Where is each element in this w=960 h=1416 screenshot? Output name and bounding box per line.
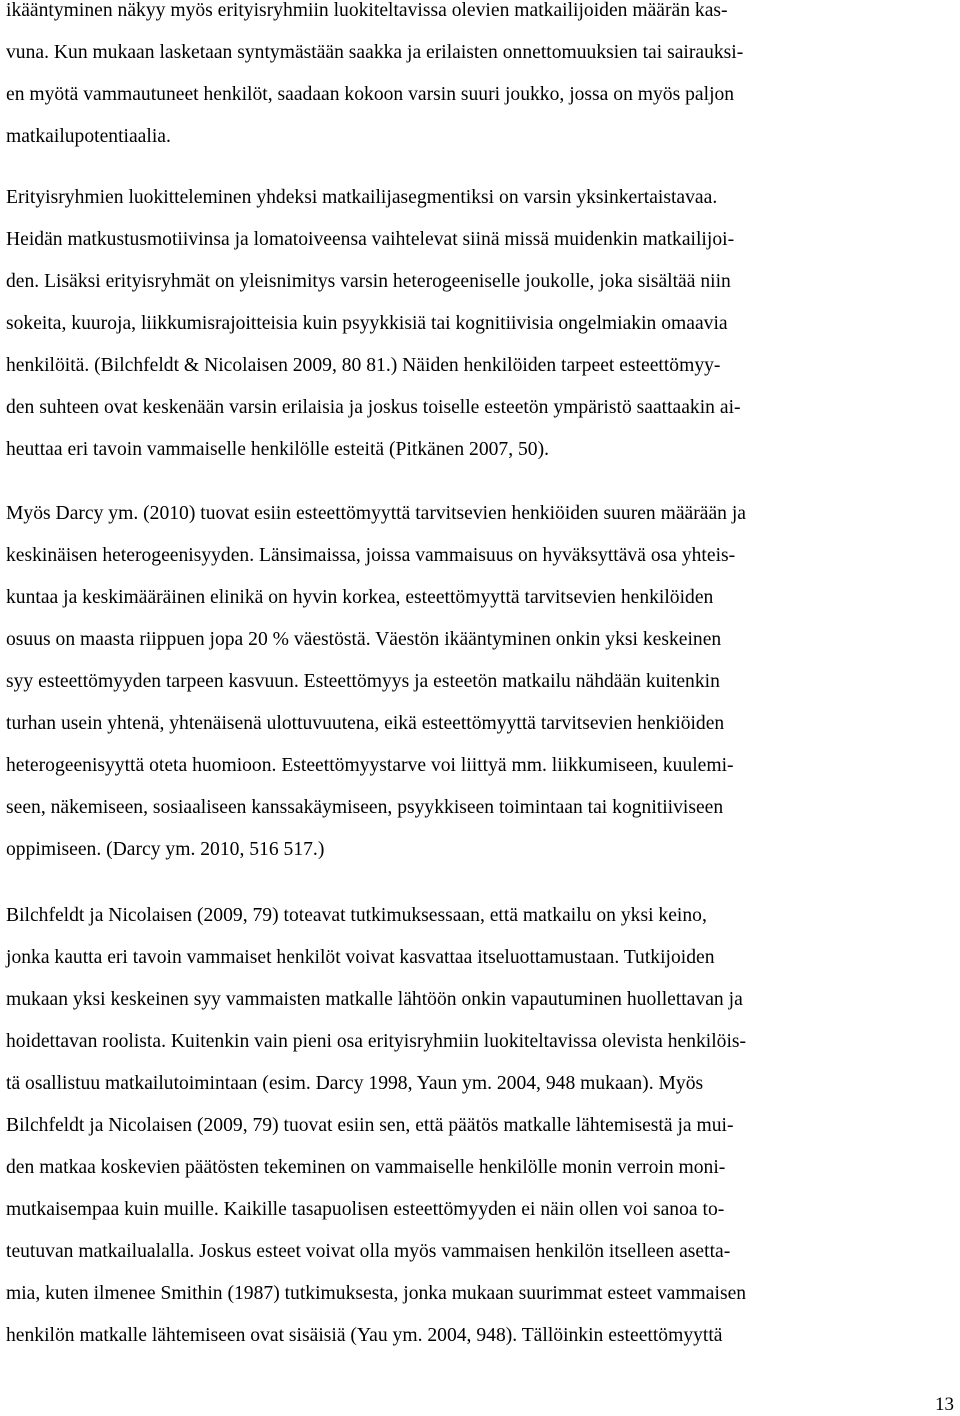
text-line: vuna. Kun mukaan lasketaan syntymästään saakka ja erilaisten onnettomuuksien tai sairauksi- bbox=[6, 42, 744, 63]
page-number: 13 bbox=[935, 1394, 954, 1415]
text-line: henkilön matkalle lähtemiseen ovat sisäisiä (Yau ym. 2004, 948). Tällöinkin esteettömyyttä bbox=[6, 1325, 723, 1346]
text-line: Myös Darcy ym. (2010) tuovat esiin esteettömyyttä tarvitsevien henkiöiden suuren määrään ja bbox=[6, 503, 746, 524]
text-line: Erityisryhmien luokitteleminen yhdeksi matkailijasegmentiksi on varsin yksinkertaistavaa. bbox=[6, 187, 718, 208]
text-line: Bilchfeldt ja Nicolaisen (2009, 79) tuovat esiin sen, että päätös matkalle lähtemisestä ja mui- bbox=[6, 1115, 734, 1136]
text-line: den suhteen ovat keskenään varsin erilaisia ja joskus toiselle esteetön ympäristö saattaakin ai- bbox=[6, 397, 741, 418]
text-line: hoidettavan roolista. Kuitenkin vain pieni osa erityisryhmiin luokiteltavissa olevista henkilöis- bbox=[6, 1031, 747, 1052]
text-line: heuttaa eri tavoin vammaiselle henkilölle esteitä (Pitkänen 2007, 50). bbox=[6, 439, 550, 460]
text-line: mia, kuten ilmenee Smithin (1987) tutkimuksesta, jonka mukaan suurimmat esteet vammaisen bbox=[6, 1283, 747, 1304]
text-line: mutkaisempaa kuin muille. Kaikille tasapuolisen esteettömyyden ei näin ollen voi sanoa to- bbox=[6, 1199, 725, 1220]
text-line: den matkaa koskevien päätösten tekeminen on vammaiselle henkilölle monin verroin moni- bbox=[6, 1157, 726, 1178]
text-line: osuus on maasta riippuen jopa 20 % väestöstä. Väestön ikääntyminen onkin yksi keskeinen bbox=[6, 629, 722, 650]
text-line: seen, näkemiseen, sosiaaliseen kanssakäymiseen, psyykkiseen toimintaan tai kognitiiviseen bbox=[6, 797, 724, 818]
text-line: turhan usein yhtenä, yhtenäisenä ulottuvuutena, eikä esteettömyyttä tarvitsevien henkiöiden bbox=[6, 713, 725, 734]
text-line: sokeita, kuuroja, liikkumisrajoitteisia kuin psyykkisiä tai kognitiivisia ongelmiakin omaavia bbox=[6, 313, 728, 334]
text-line: en myötä vammautuneet henkilöt, saadaan kokoon varsin suuri joukko, jossa on myös paljon bbox=[6, 84, 735, 105]
text-line: Bilchfeldt ja Nicolaisen (2009, 79) toteavat tutkimuksessaan, että matkailu on yksi keino, bbox=[6, 905, 707, 926]
text-line: Heidän matkustusmotiivinsa ja lomatoiveensa vaihtelevat siinä missä muidenkin matkailijoi- bbox=[6, 229, 735, 250]
text-line: syy esteettömyyden tarpeen kasvuun. Esteettömyys ja esteetön matkailu nähdään kuitenkin bbox=[6, 671, 720, 692]
text-line: jonka kautta eri tavoin vammaiset henkilöt voivat kasvattaa itseluottamustaan. Tutkijoiden bbox=[6, 947, 715, 968]
text-line: oppimiseen. (Darcy ym. 2010, 516 517.) bbox=[6, 839, 325, 860]
text-line: teutuvan matkailualalla. Joskus esteet voivat olla myös vammaisen henkilön itselleen asetta- bbox=[6, 1241, 731, 1262]
text-line: keskinäisen heterogeenisyyden. Länsimaissa, joissa vammaisuus on hyväksyttävä osa yhteis- bbox=[6, 545, 736, 566]
text-line: ikääntyminen näkyy myös erityisryhmiin luokiteltavissa olevien matkailijoiden määrän kas- bbox=[6, 0, 728, 21]
text-line: den. Lisäksi erityisryhmät on yleisnimitys varsin heterogeeniselle joukolle, joka sisältää niin bbox=[6, 271, 731, 292]
text-line: mukaan yksi keskeinen syy vammaisten matkalle lähtöön onkin vapautuminen huollettavan ja bbox=[6, 989, 743, 1010]
text-line: tä osallistuu matkailutoimintaan (esim. Darcy 1998, Yaun ym. 2004, 948 mukaan). Myös bbox=[6, 1073, 704, 1094]
text-line: heterogeenisyyttä oteta huomioon. Esteettömyystarve voi liittyä mm. liikkumiseen, kuulemi- bbox=[6, 755, 734, 776]
text-line: henkilöitä. (Bilchfeldt & Nicolaisen 2009, 80 81.) Näiden henkilöiden tarpeet esteettömyy- bbox=[6, 355, 721, 376]
text-line: matkailupotentiaalia. bbox=[6, 126, 171, 147]
text-line: kuntaa ja keskimääräinen elinikä on hyvin korkea, esteettömyyttä tarvitsevien henkilöiden bbox=[6, 587, 714, 608]
